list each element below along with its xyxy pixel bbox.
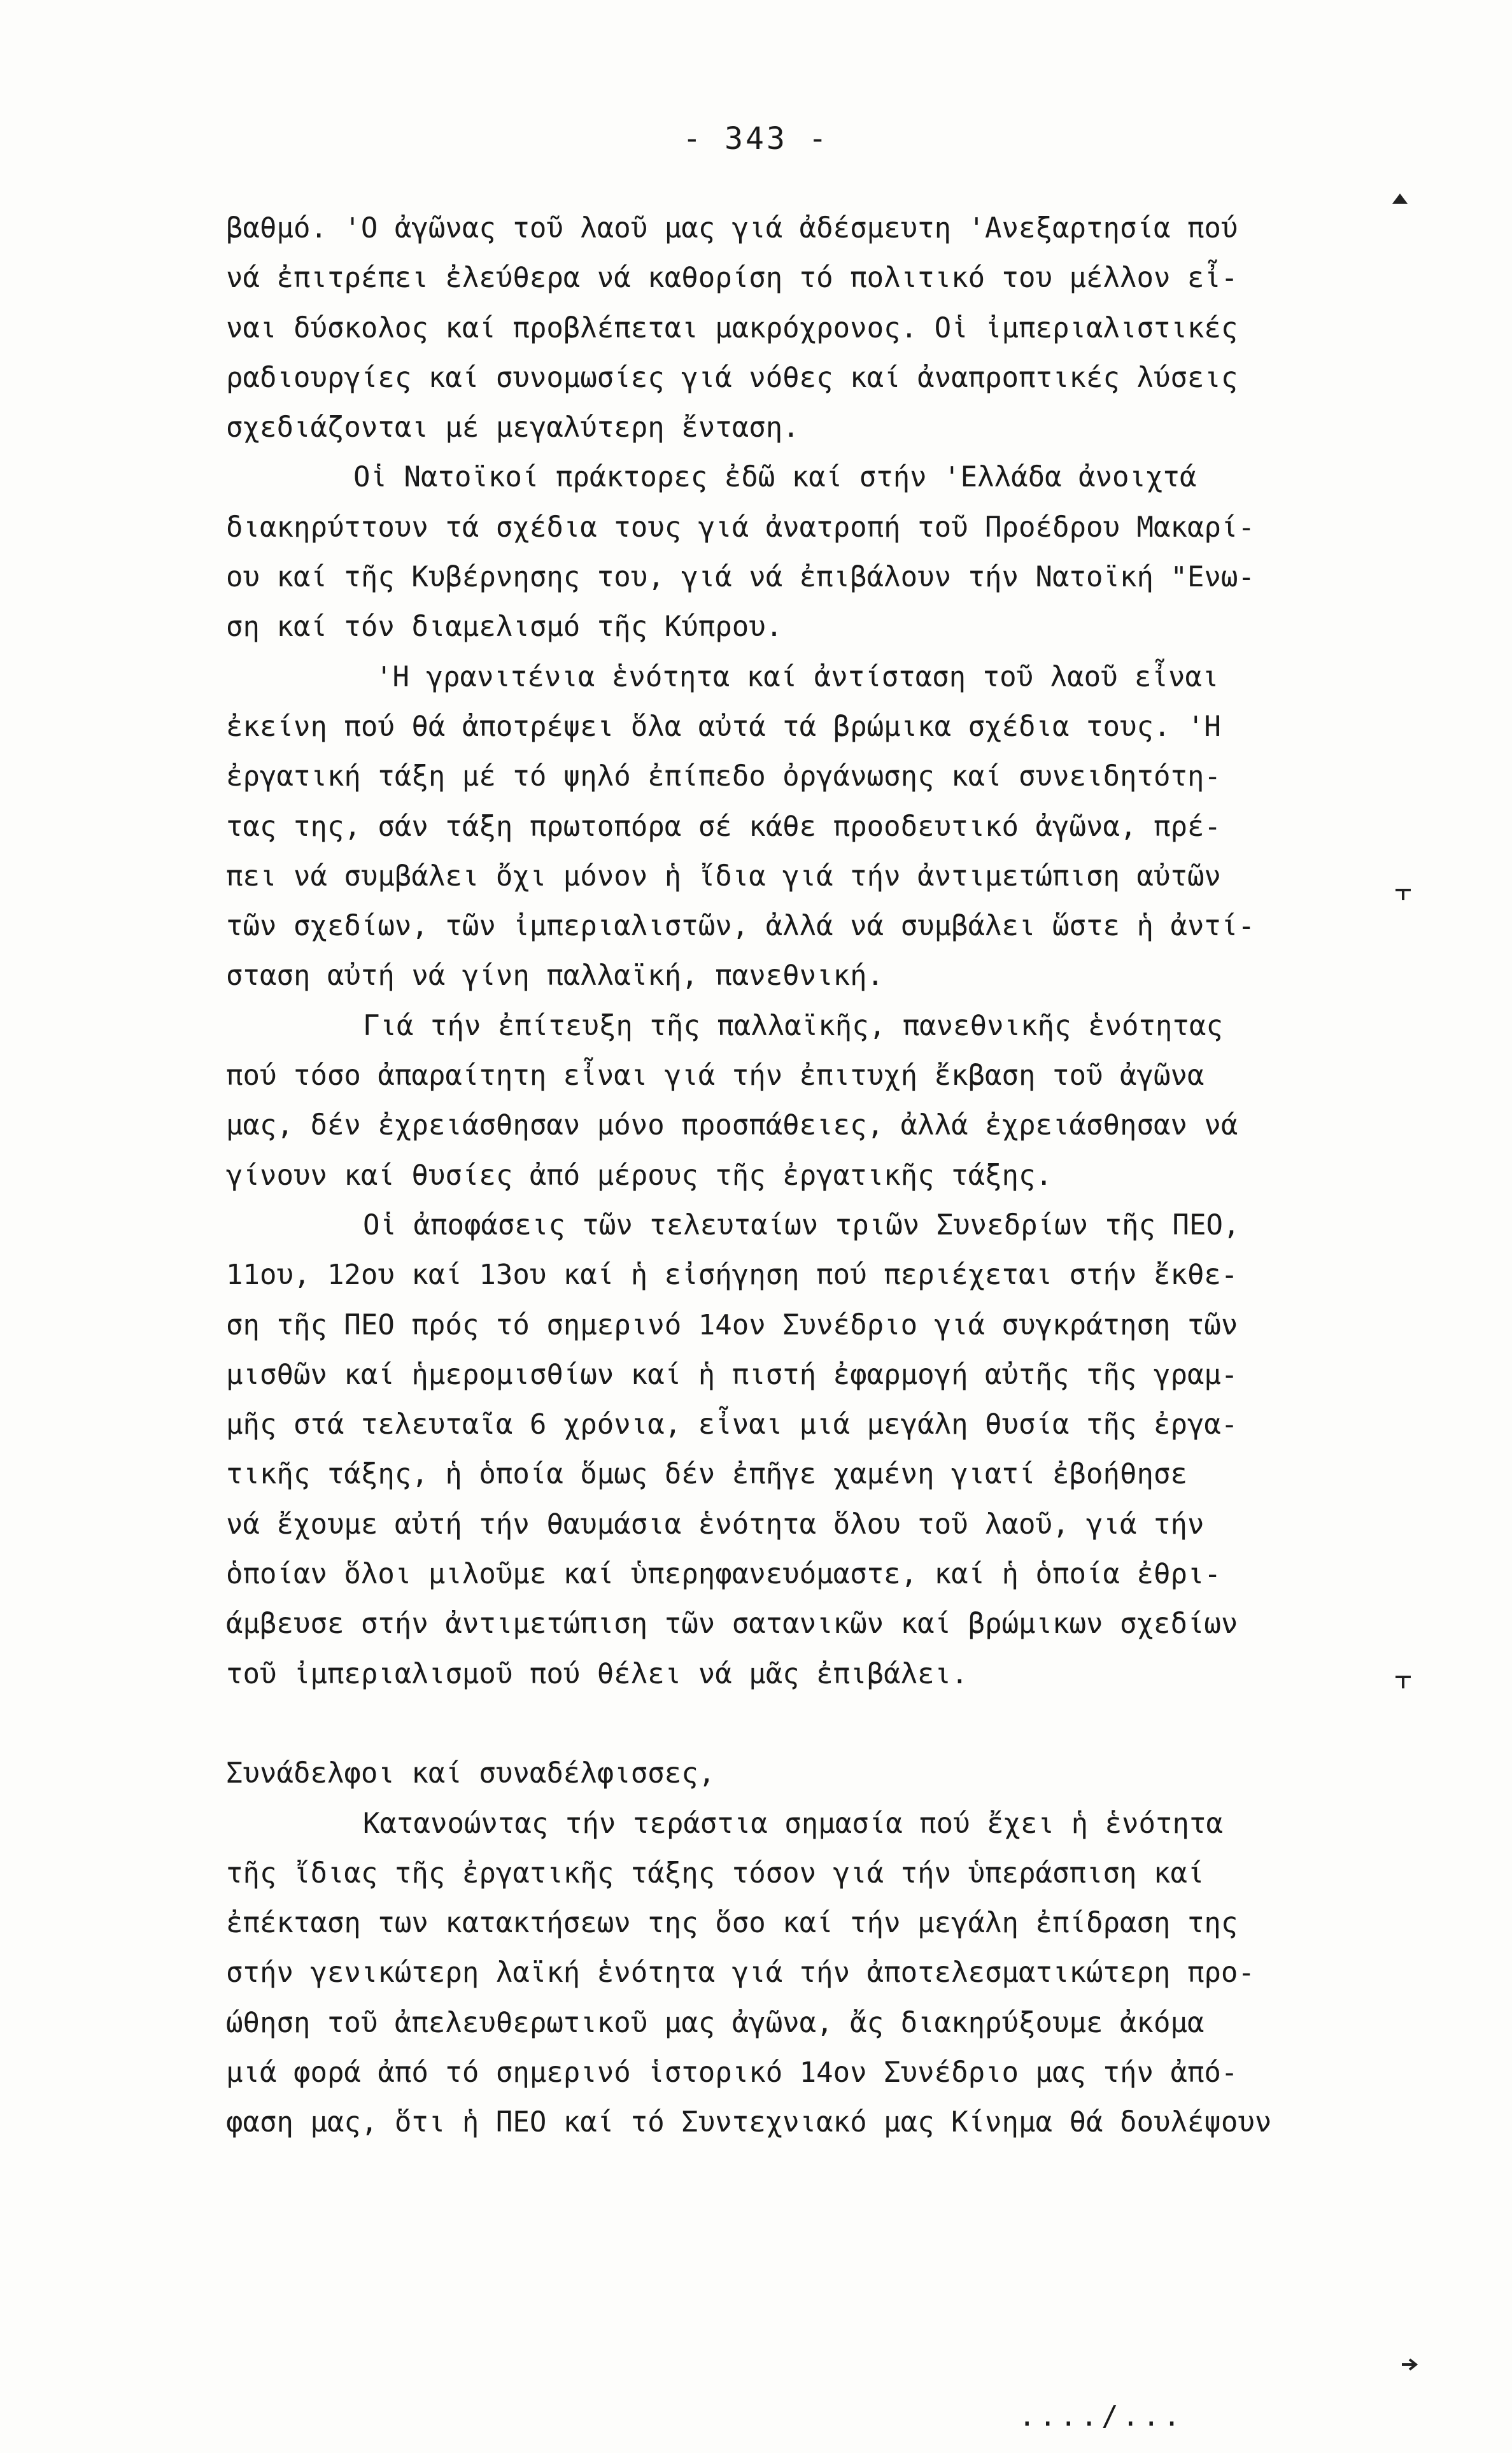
- text-line: ση τῆς ΠΕΟ πρός τό σημερινό 14ον Συνέδριο γιά συγκράτηση τῶν: [226, 1308, 1238, 1341]
- text-line: μιά φορά ἀπό τό σημερινό ἱστορικό 14ον Συνέδριο μας τήν ἀπό-: [226, 2056, 1238, 2089]
- text-line: ἐπέκταση των κατακτήσεων της ὅσο καί τήν μεγάλη ἐπίδραση της: [226, 1907, 1238, 1940]
- text-line: Συνάδελφοι καί συναδέλφισσες,: [226, 1757, 716, 1790]
- text-line: ἐργατική τάξη μέ τό ψηλό ἐπίπεδο ὀργάνωσης καί συνειδητότη-: [226, 760, 1221, 793]
- text-line: άμβευσε στήν ἀντιμετώπιση τῶν σατανικῶν καί βρώμικων σχεδίων: [226, 1608, 1238, 1641]
- text-line: νά ἔχουμε αὐτή τήν θαυμάσια ἑνότητα ὅλου τοῦ λαοῦ, γιά τήν: [226, 1508, 1205, 1541]
- text-line: ἐκείνη πού θά ἀποτρέψει ὅλα αὐτά τά βρώμικα σχέδια τους. 'Η: [226, 710, 1221, 743]
- text-line: βαθμό. 'Ο ἀγῶνας τοῦ λαοῦ μας γιά ἀδέσμευτη 'Ανεξαρτησία πού: [226, 212, 1238, 244]
- text-line: Κατανοώντας τήν τεράστια σημασία πού ἔχει ἡ ἑνότητα: [363, 1807, 1224, 1840]
- page-number: - 343 -: [682, 121, 830, 157]
- text-line: ραδιουργίες καί συνομωσίες γιά νόθες καί ἀναπροπτικές λύσεις: [226, 361, 1238, 394]
- text-line: μῆς στά τελευταῖα 6 χρόνια, εἶναι μιά μεγάλη θυσία τῆς ἐργα-: [226, 1408, 1238, 1441]
- text-line: νά ἐπιτρέπει ἐλεύθερα νά καθορίση τό πολιτικό του μέλλον εἶ-: [226, 262, 1238, 295]
- margin-mark-icon: [1394, 1672, 1412, 1690]
- text-line: διακηρύττουν τά σχέδια τους γιά ἀνατροπή τοῦ Προέδρου Μακαρί-: [226, 511, 1255, 544]
- text-line: Οἱ ἀποφάσεις τῶν τελευταίων τριῶν Συνεδρίων τῆς ΠΕΟ,: [363, 1208, 1240, 1241]
- text-line: ώθηση τοῦ ἀπελευθερωτικοῦ μας ἀγῶνα, ἄς διακηρύξουμε ἀκόμα: [226, 2006, 1205, 2039]
- text-line: ναι δύσκολος καί προβλέπεται μακρόχρονος. Οἱ ἰμπεριαλιστικές: [226, 311, 1238, 344]
- margin-mark-icon: [1401, 2356, 1418, 2373]
- text-line: ὁποίαν ὅλοι μιλοῦμε καί ὑπερηφανευόμαστε, καί ἡ ὁποία ἐθρι-: [226, 1558, 1221, 1591]
- text-line: στήν γενικώτερη λαϊκή ἑνότητα γιά τήν ἀποτελεσματικώτερη προ-: [226, 1956, 1255, 1990]
- text-line: 11ου, 12ου καί 13ου καί ἡ εἰσήγηση πού περιέχεται στήν ἔκθε-: [226, 1259, 1238, 1292]
- text-line: τῶν σχεδίων, τῶν ἰμπεριαλιστῶν, ἀλλά νά συμβάλει ὥστε ἡ ἀντί-: [226, 910, 1255, 943]
- text-line: τῆς ἴδιας τῆς ἐργατικῆς τάξης τόσον γιά τήν ὑπεράσπιση καί: [226, 1856, 1205, 1890]
- text-line: τικῆς τάξης, ἡ ὁποία ὅμως δέν ἐπῆγε χαμένη γιατί ἐβοήθησε: [226, 1458, 1187, 1491]
- text-line: Οἱ Νατοϊκοί πράκτορες ἐδῶ καί στήν 'Ελλάδα ἀνοιχτά: [353, 461, 1197, 494]
- text-line: μας, δέν ἐχρειάσθησαν μόνο προσπάθειες, ἀλλά ἐχρειάσθησαν νά: [226, 1109, 1238, 1142]
- text-line: 'Η γρανιτένια ἑνότητα καί ἀντίσταση τοῦ λαοῦ εἶναι: [376, 660, 1219, 693]
- text-line: γίνουν καί θυσίες ἀπό μέρους τῆς ἐργατικῆς τάξης.: [226, 1159, 1053, 1192]
- text-line: ση καί τόν διαμελισμό τῆς Κύπρου.: [226, 611, 783, 644]
- text-line: σταση αὐτή νά γίνη παλλαϊκή, πανεθνική.: [226, 959, 884, 993]
- margin-mark-icon: [1391, 190, 1409, 208]
- text-line: Γιά τήν ἐπίτευξη τῆς παλλαϊκῆς, πανεθνικῆς ἑνότητας: [363, 1009, 1224, 1042]
- text-line: τοῦ ἰμπεριαλισμοῦ πού θέλει νά μᾶς ἐπιβάλει.: [226, 1657, 968, 1690]
- margin-mark-icon: [1394, 884, 1412, 901]
- text-line: πει νά συμβάλει ὄχι μόνον ἡ ἴδια γιά τήν ἀντιμετώπιση αὐτῶν: [226, 859, 1221, 893]
- body-text: [226, 204, 1302, 2148]
- text-line: πού τόσο ἀπαραίτητη εἶναι γιά τήν ἐπιτυχή ἔκβαση τοῦ ἀγῶνα: [226, 1059, 1205, 1092]
- text-line: ου καί τῆς Κυβέρνησης του, γιά νά ἐπιβάλουν τήν Νατοϊκή "Ενω-: [226, 561, 1255, 594]
- text-line: φαση μας, ὅτι ἡ ΠΕΟ καί τό Συντεχνιακό μας Κίνημα θά δουλέψουν: [226, 2106, 1272, 2139]
- text-line: τας της, σάν τάξη πρωτοπόρα σέ κάθε προοδευτικό ἀγῶνα, πρέ-: [226, 810, 1221, 843]
- text-line: σχεδιάζονται μέ μεγαλύτερη ἔνταση.: [226, 411, 800, 444]
- text-line: μισθῶν καί ἡμερομισθίων καί ἡ πιστή ἐφαρμογή αὐτῆς τῆς γραμ-: [226, 1358, 1238, 1391]
- continuation-mark: ..../...: [1019, 2400, 1184, 2433]
